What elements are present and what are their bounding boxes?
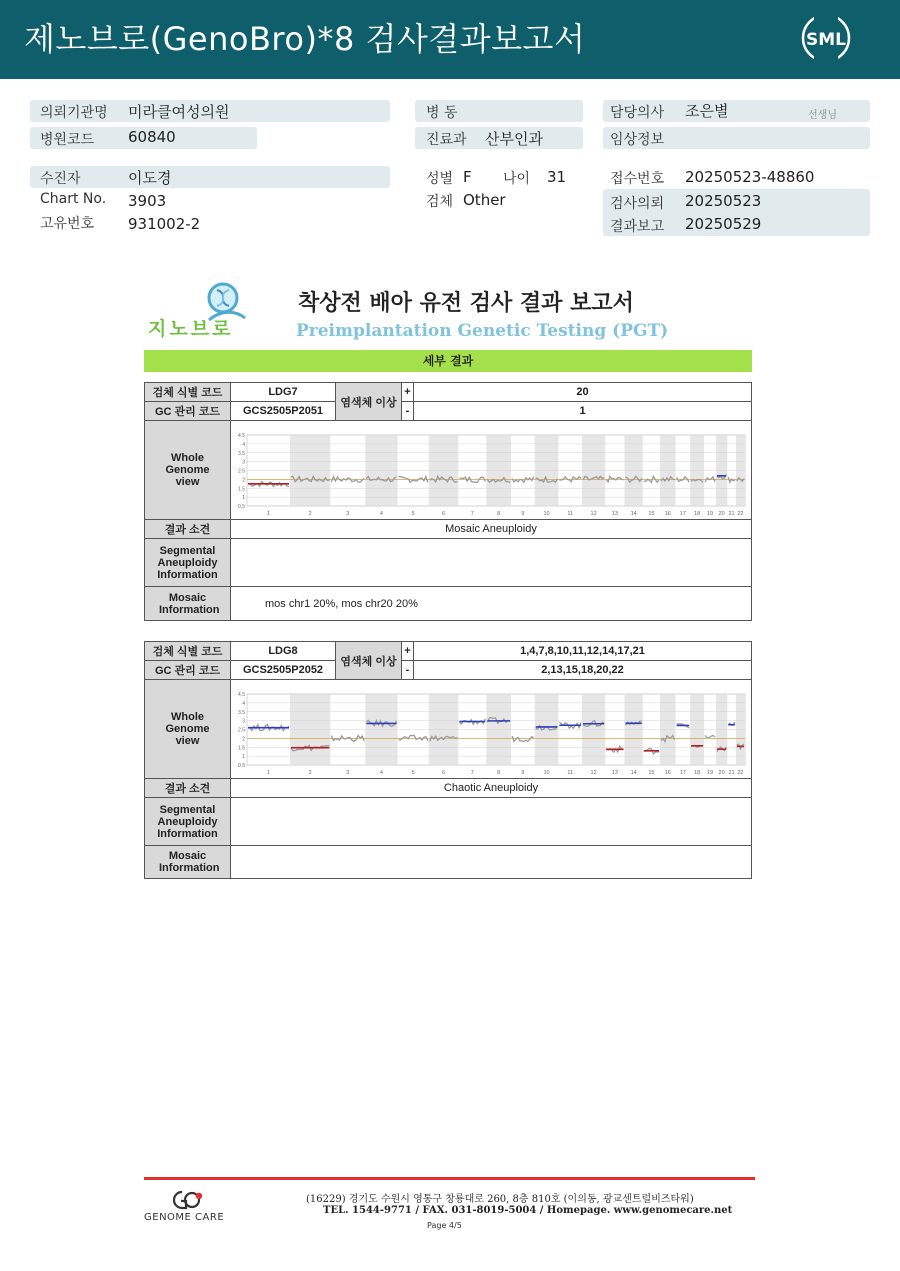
accession-value: 20250523-48860 [685,168,815,186]
x-tick-label: 4 [379,769,383,776]
whole-genome-plot-cell [231,421,752,520]
company-address: (16229) 경기도 수원시 영통구 창룡대로 260, 8층 810호 (이의동, 광교센트럴비즈타워) [306,1194,694,1205]
y-tick-label: 3 [242,459,245,466]
y-tick-label: 1.5 [238,485,245,492]
institution-value: 미라클여성의원 [128,103,230,121]
x-tick-label: 3 [346,510,350,517]
sex-value: F [463,168,472,186]
doctor-label: 담당의사 [610,105,665,121]
y-tick-label: 0.5 [238,762,245,769]
x-tick-label: 2 [308,510,312,517]
header-bar [0,0,900,79]
x-tick-label: 12 [590,510,597,517]
segmental-value [231,798,752,846]
x-tick-label: 7 [470,769,474,776]
x-tick-label: 22 [737,510,744,517]
doctor-suffix: 선생님 [808,110,837,121]
y-tick-label: 4.5 [238,691,245,698]
x-tick-label: 20 [718,510,725,517]
whole-genome-label: Whole Genome view [145,680,231,779]
genobro-logo [146,280,256,340]
x-tick-label: 21 [728,769,735,776]
finding-value: Mosaic Aneuploidy [231,520,752,539]
gain-chromosomes: 1,4,7,8,10,11,12,14,17,21 [414,642,752,661]
request-date-label: 검사의뢰 [610,196,665,212]
loss-chromosomes: 2,13,15,18,20,22 [414,661,752,680]
report-title: 제노브로(GenoBro)*8 검사결과보고서 [24,20,586,58]
patient-label: 수진자 [40,171,81,187]
mosaic-value: mos chr1 20%, mos chr20 20% [231,587,752,621]
x-tick-label: 9 [521,510,525,517]
x-tick-label: 3 [346,769,350,776]
section-title: 세부 결과 [144,350,752,372]
sex-label: 성별 [426,171,454,187]
segmental-label: Segmental Aneuploidy Information [145,539,231,587]
company-name: GENOME CARE [144,1212,225,1223]
x-tick-label: 11 [567,769,574,776]
x-tick-label: 4 [379,510,383,517]
patient-row [30,166,390,188]
ward-label: 병 동 [426,105,458,121]
y-tick-label: 4 [242,441,245,448]
gc-code-label: GC 관리 코드 [145,661,231,680]
x-tick-label: 19 [706,769,714,776]
genobro-logo-text: 지노브로 [148,318,234,340]
y-tick-label: 1 [242,753,245,760]
x-tick-label: 9 [521,769,525,776]
chrom-abnormal-label: 염색체 이상 [336,642,402,680]
whole-genome-label: Whole Genome view [145,421,231,520]
company-contact: TEL. 1544-9771 / FAX. 031-8019-5004 / Homepage. www.genomecare.net [323,1205,733,1216]
y-tick-label: 3.5 [238,450,245,457]
x-tick-label: 8 [497,769,501,776]
y-tick-label: 2.5 [238,727,245,733]
footer-divider [144,1177,755,1180]
institution-label: 의뢰기관명 [40,105,108,121]
segmental-label: Segmental Aneuploidy Information [145,798,231,846]
specimen-code-label: 검체 식별 코드 [145,383,231,402]
loss-sign: - [402,402,414,421]
x-tick-label: 21 [728,510,735,517]
x-tick-label: 7 [470,510,474,517]
x-tick-label: 10 [543,769,550,776]
page-number: Page 4/5 [427,1221,462,1230]
x-tick-label: 5 [411,510,415,517]
report-title-english: Preimplantation Genetic Testing (PGT) [296,321,669,341]
age-label: 나이 [503,171,531,187]
chart-no-label: Chart No. [40,191,107,207]
age-value: 31 [547,168,567,186]
x-tick-label: 2 [308,769,312,776]
x-tick-label: 20 [718,769,725,776]
gc-code-label: GC 관리 코드 [145,402,231,421]
finding-label: 결과 소견 [145,520,231,539]
whole-genome-plot [231,682,751,777]
y-tick-label: 2 [242,476,245,483]
x-tick-label: 18 [694,510,701,517]
x-tick-label: 15 [648,769,655,776]
y-tick-label: 1 [242,494,245,501]
chrom-abnormal-label: 염색체 이상 [336,383,402,421]
y-tick-label: 3 [242,718,245,725]
segmental-value [231,539,752,587]
report-date-value: 20250529 [685,215,762,233]
specimen-code-label: 검체 식별 코드 [145,642,231,661]
x-tick-label: 18 [694,769,701,776]
y-tick-label: 2 [242,735,245,742]
clinical-info-label: 임상정보 [610,132,665,148]
gc-code-value: GCS2505P2051 [231,402,336,421]
unique-no-label: 고유번호 [40,216,95,232]
sml-logo [800,12,852,64]
mosaic-value [231,846,752,879]
specimen-code-value: LDG8 [231,642,336,661]
y-tick-label: 0.5 [238,503,245,510]
x-tick-label: 17 [679,510,686,517]
report-title-korean: 착상전 배아 유전 검사 결과 보고서 [298,291,634,316]
finding-label: 결과 소견 [145,779,231,798]
hospital-code-label: 병원코드 [40,132,95,148]
x-tick-label: 19 [706,510,714,517]
x-tick-label: 1 [266,769,271,776]
loss-chromosomes: 1 [414,402,752,421]
specimen-value: Other [463,191,506,209]
finding-value: Chaotic Aneuploidy [231,779,752,798]
y-tick-label: 2.5 [238,468,245,474]
y-tick-label: 4.5 [238,432,245,439]
y-tick-label: 3.5 [238,709,245,716]
request-date-value: 20250523 [685,192,762,210]
patient-name: 이도경 [128,169,172,187]
y-tick-label: 1.5 [238,744,245,751]
mosaic-label: Mosaic Information [145,846,231,879]
hospital-code-value: 60840 [128,128,176,146]
genome-care-mark-icon [142,1188,234,1212]
unique-no-value: 931002-2 [128,215,201,233]
x-tick-label: 15 [648,510,655,517]
x-tick-label: 13 [611,510,618,517]
x-tick-label: 17 [679,769,686,776]
department-value: 산부인과 [485,130,543,148]
x-tick-label: 16 [664,769,671,776]
chart-no-value: 3903 [128,192,167,210]
x-tick-label: 12 [590,769,597,776]
genome-care-logo [142,1188,234,1228]
embryo-result-table-2 [144,641,752,879]
whole-genome-plot [231,423,751,518]
x-tick-label: 8 [497,510,501,517]
mosaic-label: Mosaic Information [145,587,231,621]
x-tick-label: 16 [664,510,671,517]
x-tick-label: 5 [411,769,415,776]
x-tick-label: 14 [630,510,637,517]
x-tick-label: 22 [737,769,744,776]
gain-sign: + [402,383,414,402]
specimen-label: 검체 [426,194,454,210]
gain-sign: + [402,642,414,661]
report-date-label: 결과보고 [610,219,665,235]
x-tick-label: 11 [567,510,574,517]
accession-label: 접수번호 [610,171,665,187]
gain-chromosomes: 20 [414,383,752,402]
x-tick-label: 6 [442,769,446,776]
x-tick-label: 10 [543,510,550,517]
embryo-result-table-1 [144,382,752,621]
svg-text:SML: SML [806,30,846,50]
y-tick-label: 4 [242,700,245,707]
x-tick-label: 13 [611,769,618,776]
x-tick-label: 6 [442,510,446,517]
loss-sign: - [402,661,414,680]
doctor-value: 조은별 [685,102,729,120]
x-tick-label: 1 [266,510,271,517]
x-tick-label: 14 [630,769,637,776]
whole-genome-plot-cell [231,680,752,779]
department-label: 진료과 [426,132,467,148]
specimen-code-value: LDG7 [231,383,336,402]
gc-code-value: GCS2505P2052 [231,661,336,680]
